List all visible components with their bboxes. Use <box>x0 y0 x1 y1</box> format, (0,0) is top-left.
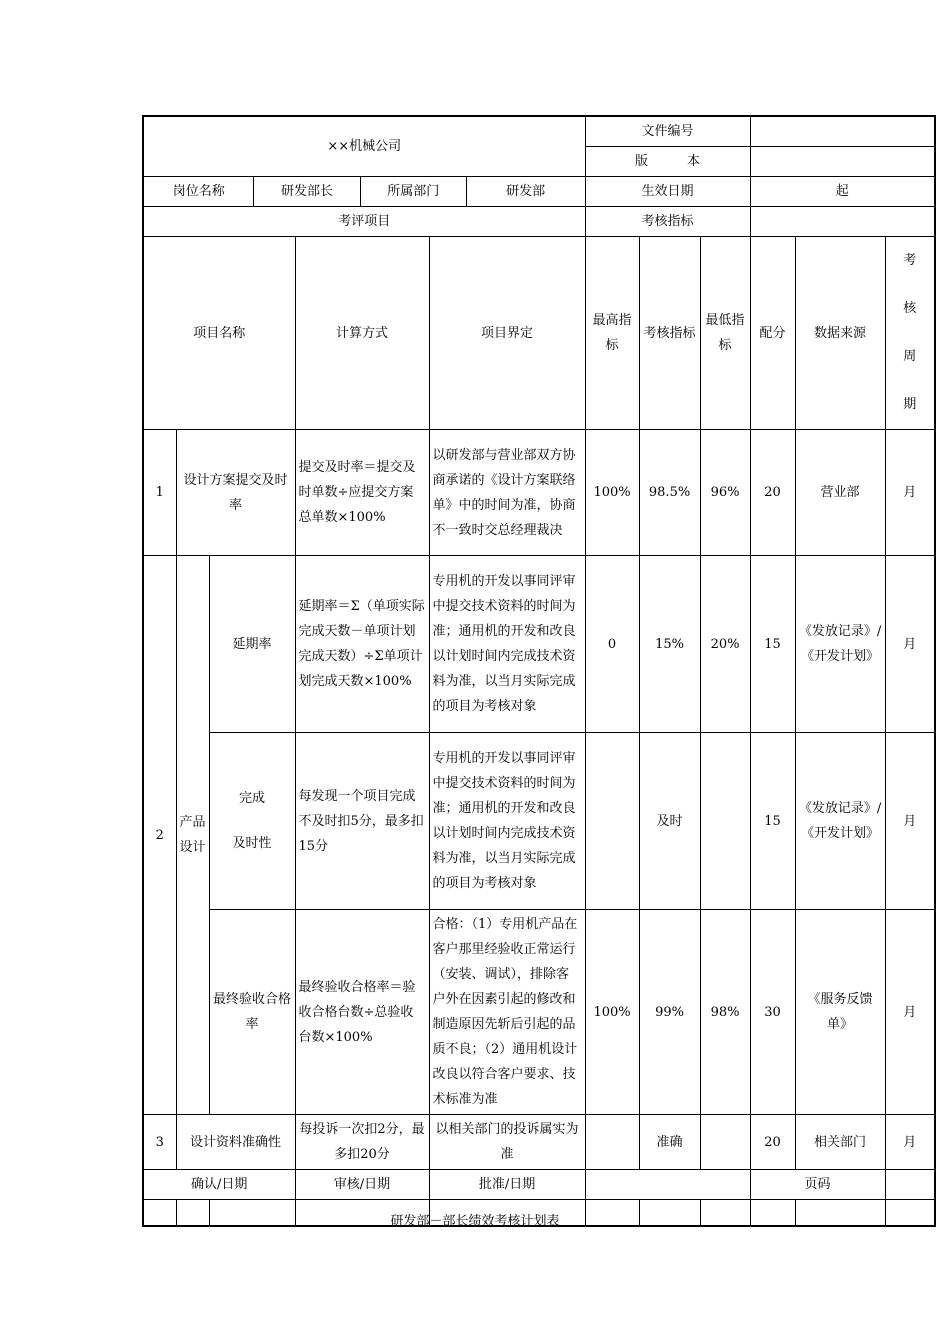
row2a-min: 20% <box>700 556 750 733</box>
row2a-period: 月 <box>885 556 935 733</box>
col-name: 项目名称 <box>143 237 295 430</box>
position-row <box>143 177 585 207</box>
confirm-label: 确认/日期 <box>143 1170 295 1200</box>
row1-period: 月 <box>885 430 935 556</box>
row2a-target: 15% <box>639 556 700 733</box>
col-define: 项目界定 <box>429 237 585 430</box>
col-source: 数据来源 <box>795 237 885 430</box>
row2-no: 2 <box>143 556 176 1115</box>
row1-score: 20 <box>750 430 795 556</box>
kpi-blank <box>750 207 935 237</box>
row1-target: 98.5% <box>639 430 700 556</box>
row2a-source: 《发放记录》/《开发计划》 <box>795 556 885 733</box>
row1-min: 96% <box>700 430 750 556</box>
version-label: 版 本 <box>585 147 750 177</box>
row2c-name: 最终验收合格率 <box>209 910 295 1115</box>
row2c-period: 月 <box>885 910 935 1115</box>
kpi-label: 考核指标 <box>585 207 750 237</box>
approve-label: 批准/日期 <box>429 1170 585 1200</box>
position-value: 研发部长 <box>254 177 360 206</box>
row1-no: 1 <box>143 430 176 556</box>
row2a-name: 延期率 <box>209 556 295 733</box>
col-period: 考核周期 <box>885 237 935 430</box>
row1-name: 设计方案提交及时率 <box>176 430 295 556</box>
dept-value: 研发部 <box>506 184 546 199</box>
row3-score: 20 <box>750 1115 795 1170</box>
row2b-min <box>700 733 750 910</box>
assessment-form <box>142 115 934 1227</box>
file-no-value <box>750 116 935 147</box>
row3-min <box>700 1115 750 1170</box>
col-max: 最高指标 <box>585 237 639 430</box>
row2c-source: 《服务反馈单》 <box>795 910 885 1115</box>
row2a-calc: 延期率＝Σ（单项实际完成天数－单项计划完成天数）÷Σ单项计划完成天数×100% <box>295 556 429 733</box>
company-name: ××机械公司 <box>143 116 585 177</box>
row3-max <box>585 1115 639 1170</box>
row1-source: 营业部 <box>795 430 885 556</box>
row2c-score: 30 <box>750 910 795 1115</box>
row2c-define: 合格：（1）专用机产品在客户那里经验收正常运行（安装、调试），排除客户外在因素引起的修改和制造原因先斩后引起的品质不良；（2）通用机设计改良以符合客户要求、技术标准为准 <box>429 910 585 1115</box>
row2c-calc: 最终验收合格率＝验收合格台数÷总验收台数×100% <box>295 910 429 1115</box>
row1-calc: 提交及时率＝提交及时单数÷应提交方案总单数×100% <box>295 430 429 556</box>
effective-label: 生效日期 <box>585 177 750 207</box>
row2a-max: 0 <box>585 556 639 733</box>
row2b-max <box>585 733 639 910</box>
row2b-define: 专用机的开发以事同评审中提交技术资料的时间为准；通用机的开发和改良以计划时间内完成技术资料为准，以当月实际完成的项目为考核对象 <box>429 733 585 910</box>
review-label: 审核/日期 <box>295 1170 429 1200</box>
file-no-label: 文件编号 <box>585 116 750 147</box>
row1-define: 以研发部与营业部双方协商承诺的《设计方案联络单》中的时间为准，协商不一致时交总经理裁决 <box>429 430 585 556</box>
row3-define: 以相关部门的投诉属实为准 <box>429 1115 585 1170</box>
row2b-calc: 每发现一个项目完成不及时扣5分，最多扣15分 <box>295 733 429 910</box>
row3-name: 设计资料准确性 <box>176 1115 295 1170</box>
review-items-label: 考评项目 <box>143 207 585 237</box>
row3-calc: 每投诉一次扣2分，最多扣20分 <box>295 1115 429 1170</box>
row3-period: 月 <box>885 1115 935 1170</box>
assessment-table <box>142 115 936 1227</box>
col-calc: 计算方式 <box>295 237 429 430</box>
row3-no: 3 <box>143 1115 176 1170</box>
row2b-source: 《发放记录》/《开发计划》 <box>795 733 885 910</box>
col-min: 最低指标 <box>700 237 750 430</box>
approve-blank <box>585 1170 750 1200</box>
document-caption: 研发部－部长绩效考核计划表 <box>390 1214 560 1229</box>
row2b-target: 及时 <box>639 733 700 910</box>
row2c-max: 100% <box>585 910 639 1115</box>
row2a-score: 15 <box>750 556 795 733</box>
row2a-define: 专用机的开发以事同评审中提交技术资料的时间为准；通用机的开发和改良以计划时间内完成技术资料为准，以当月实际完成的项目为考核对象 <box>429 556 585 733</box>
row3-target: 准确 <box>639 1115 700 1170</box>
row2b-score: 15 <box>750 733 795 910</box>
row2c-min: 98% <box>700 910 750 1115</box>
page-label: 页码 <box>750 1170 885 1200</box>
position-label: 岗位名称 <box>144 177 254 206</box>
row1-max: 100% <box>585 430 639 556</box>
row2b-name-line1: 完成 <box>238 791 265 806</box>
page-blank <box>885 1170 935 1200</box>
row2b-name-line2: 及时性 <box>232 836 272 851</box>
col-target: 考核指标 <box>639 237 700 430</box>
col-score: 配分 <box>750 237 795 430</box>
row2-group: 产品设计 <box>176 556 209 1115</box>
row3-source: 相关部门 <box>795 1115 885 1170</box>
version-value <box>750 147 935 177</box>
dept-label: 所属部门 <box>360 177 466 206</box>
effective-value: 起 <box>750 177 935 207</box>
row2b-period: 月 <box>885 733 935 910</box>
row2b-name <box>209 733 295 910</box>
row2c-target: 99% <box>639 910 700 1115</box>
